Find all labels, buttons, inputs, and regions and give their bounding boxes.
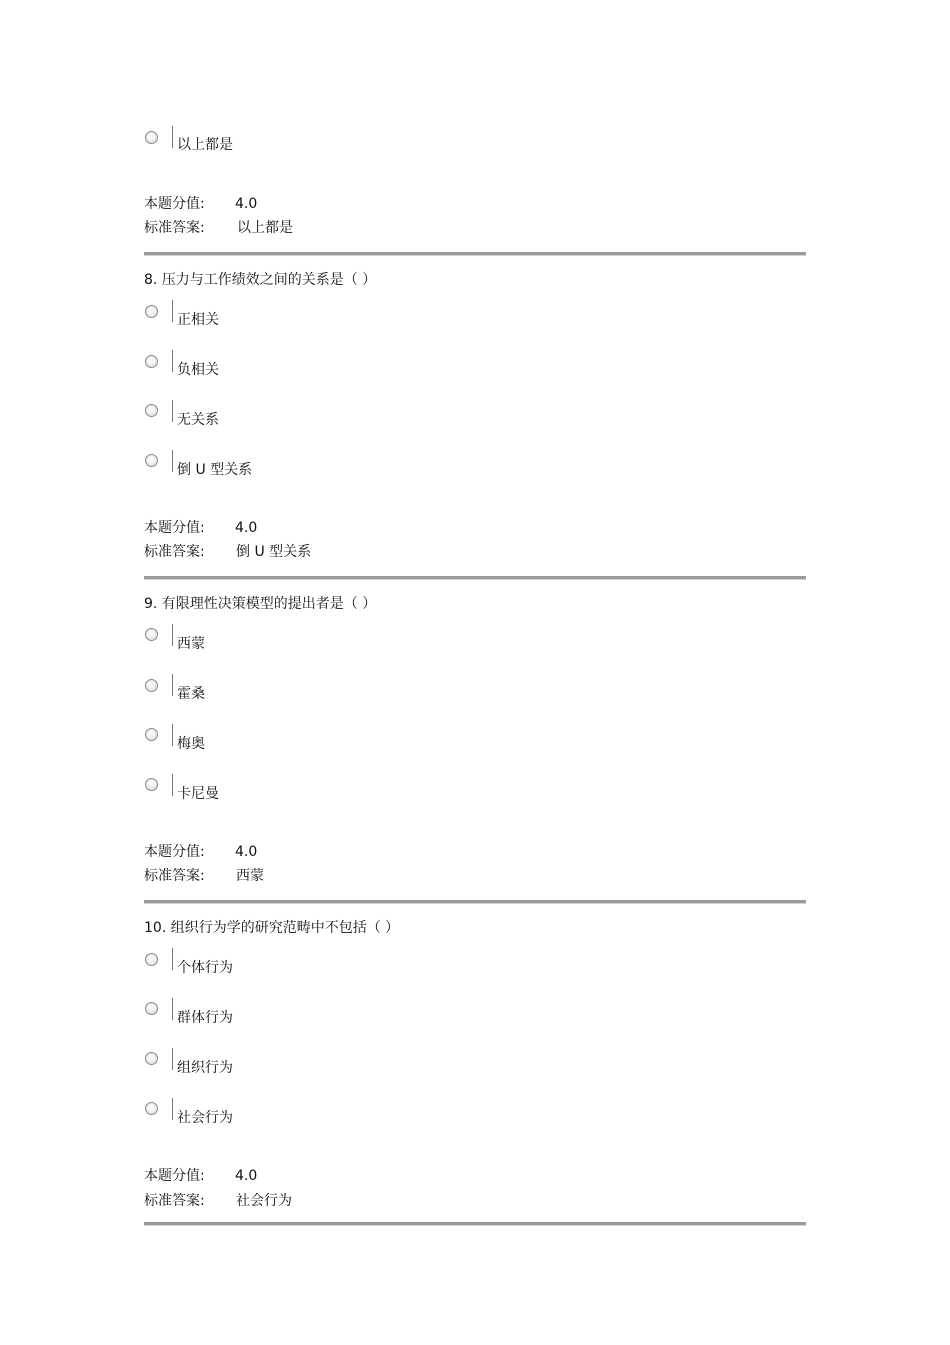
score-label: 本题分值: xyxy=(144,520,205,536)
question-divider xyxy=(144,900,806,904)
option-label: 以上都是 xyxy=(177,137,233,153)
option-label: 霍桑 xyxy=(177,686,205,702)
question-divider xyxy=(144,252,806,256)
score-value: 4.0 xyxy=(235,520,258,536)
score-label: 本题分值: xyxy=(144,1168,205,1184)
option-label: 负相关 xyxy=(177,362,219,378)
score-label: 本题分值: xyxy=(144,844,205,860)
question-title: 10. 组织行为学的研究范畴中不包括（ ） xyxy=(144,920,400,936)
score-value: 4.0 xyxy=(235,844,258,860)
option-label: 西蒙 xyxy=(177,636,205,652)
radio-q8-option-1[interactable] xyxy=(145,305,158,318)
option-divider xyxy=(172,948,173,970)
radio-q10-option-2[interactable] xyxy=(145,1002,158,1015)
radio-q7-option-4[interactable] xyxy=(145,131,158,144)
radio-q10-option-4[interactable] xyxy=(145,1102,158,1115)
answer-label: 标准答案: xyxy=(144,1193,205,1209)
option-divider xyxy=(172,998,173,1020)
radio-q9-option-4[interactable] xyxy=(145,778,158,791)
option-label: 卡尼曼 xyxy=(177,786,219,802)
radio-q8-option-4[interactable] xyxy=(145,454,158,467)
option-divider xyxy=(172,126,173,148)
option-divider xyxy=(172,350,173,372)
question-divider xyxy=(144,576,806,580)
option-divider xyxy=(172,774,173,796)
radio-q8-option-3[interactable] xyxy=(145,404,158,417)
score-value: 4.0 xyxy=(235,1168,258,1184)
score-value: 4.0 xyxy=(235,196,258,212)
option-label: 社会行为 xyxy=(177,1110,233,1126)
radio-q10-option-3[interactable] xyxy=(145,1052,158,1065)
answer-value: 社会行为 xyxy=(236,1193,292,1209)
option-divider xyxy=(172,674,173,696)
option-label: 倒 U 型关系 xyxy=(177,462,253,478)
radio-q10-option-1[interactable] xyxy=(145,953,158,966)
answer-label: 标准答案: xyxy=(144,544,205,560)
radio-q8-option-2[interactable] xyxy=(145,355,158,368)
option-divider xyxy=(172,400,173,422)
radio-q9-option-2[interactable] xyxy=(145,679,158,692)
option-divider xyxy=(172,724,173,746)
option-divider xyxy=(172,450,173,472)
option-label: 正相关 xyxy=(177,312,219,328)
option-divider xyxy=(172,1048,173,1070)
answer-label: 标准答案: xyxy=(144,220,205,236)
answer-value: 以上都是 xyxy=(237,220,293,236)
option-divider xyxy=(172,300,173,322)
score-label: 本题分值: xyxy=(144,196,205,212)
radio-q9-option-3[interactable] xyxy=(145,728,158,741)
answer-value: 西蒙 xyxy=(236,868,264,884)
option-divider xyxy=(172,624,173,646)
question-title: 9. 有限理性决策模型的提出者是（ ） xyxy=(144,596,377,612)
option-divider xyxy=(172,1098,173,1120)
radio-q9-option-1[interactable] xyxy=(145,628,158,641)
option-label: 梅奥 xyxy=(177,736,205,752)
option-label: 个体行为 xyxy=(177,960,233,976)
answer-value: 倒 U 型关系 xyxy=(236,544,312,560)
option-label: 无关系 xyxy=(177,412,219,428)
answer-label: 标准答案: xyxy=(144,868,205,884)
option-label: 群体行为 xyxy=(177,1010,233,1026)
question-divider xyxy=(144,1222,806,1226)
question-title: 8. 压力与工作绩效之间的关系是（ ） xyxy=(144,272,377,288)
option-label: 组织行为 xyxy=(177,1060,233,1076)
